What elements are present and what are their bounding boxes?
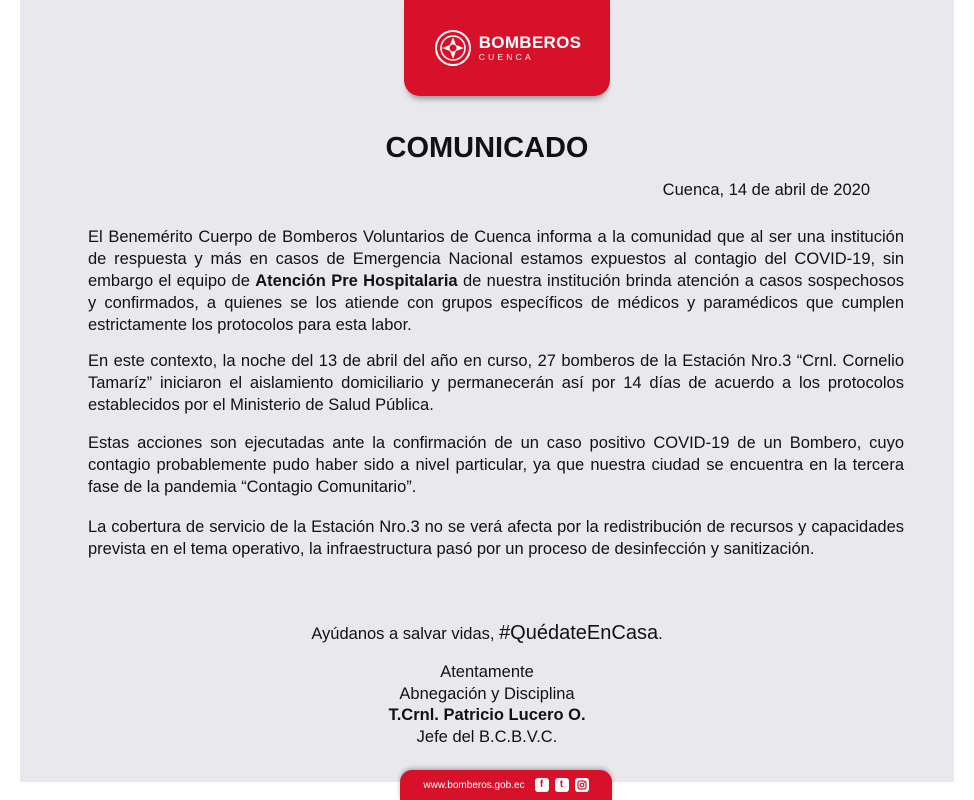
closing-period: . (658, 625, 663, 643)
document-date: Cuenca, 14 de abril de 2020 (662, 181, 870, 199)
logo-subtitle: CUENCA (478, 52, 534, 63)
instagram-glyph (577, 780, 587, 790)
logo-title: BOMBEROS (478, 33, 582, 53)
closing-line (0, 622, 974, 645)
signature-block (0, 662, 974, 748)
signature-motto: Abnegación y Disciplina (399, 684, 575, 703)
website-link[interactable]: www.bomberos.gob.ec (423, 779, 525, 791)
twitter-icon[interactable]: t (555, 778, 569, 792)
signature-greeting: Atentamente (440, 663, 534, 681)
signature-name: T.Crnl. Patricio Lucero O. (388, 706, 586, 724)
instagram-icon[interactable] (575, 778, 589, 792)
logo (433, 28, 582, 68)
paragraph-1-end: de nuestra institución brinda atención a casos sospechosos y confirmados, a quienes se los atiende con grupos específicos de médicos y paramédicos que cumplen estrictamente los protocolos para esta labor. (88, 272, 904, 334)
paragraph-4: La cobertura de servicio de la Estación Nro.3 no se verá afecta por la redistribución de recursos y capacidades prevista en el tema operativo, la infraestructura pasó por un proceso de desinfección y sanitización. (88, 518, 904, 558)
logo-text (479, 34, 582, 62)
hashtag: #QuédateEnCasa (499, 622, 659, 644)
paragraph-1 (88, 226, 904, 336)
document-title: COMUNICADO (385, 132, 589, 164)
footer-bar (400, 770, 612, 800)
paragraph-3: Estas acciones son ejecutadas ante la confirmación de un caso positivo COVID-19 de un Bombero, cuyo contagio probablemente pudo haber sido a nivel particular, ya que nuestra ciudad se encuentra en la tercera fase de la pandemia “Contagio Comunitario”. (88, 434, 904, 496)
facebook-icon[interactable]: f (535, 778, 549, 792)
logo-header (404, 0, 610, 96)
signature-title: Jefe del B.C.B.V.C. (416, 727, 558, 746)
paragraph-1-bold: Atención Pre Hospitalaria (255, 272, 458, 290)
closing-text: Ayúdanos a salvar vidas, (311, 625, 500, 643)
firefighter-emblem-icon (433, 28, 473, 68)
paragraph-1-start: El Benemérito Cuerpo de Bomberos Voluntarios de Cuenca informa a la comunidad que al ser una institución de respuesta y más en casos de Emergencia Nacional estamos expuestos al contagio del COVID-19, sin embargo el equipo de (88, 228, 904, 290)
paragraph-2: En este contexto, la noche del 13 de abril del año en curso, 27 bomberos de la Estación Nro.3 “Crnl. Cornelio Tamaríz” iniciaron el aislamiento domiciliario y permanecerán así por 14 días de acuerdo a los protocolos establecidos por el Ministerio de Salud Pública. (88, 352, 904, 414)
